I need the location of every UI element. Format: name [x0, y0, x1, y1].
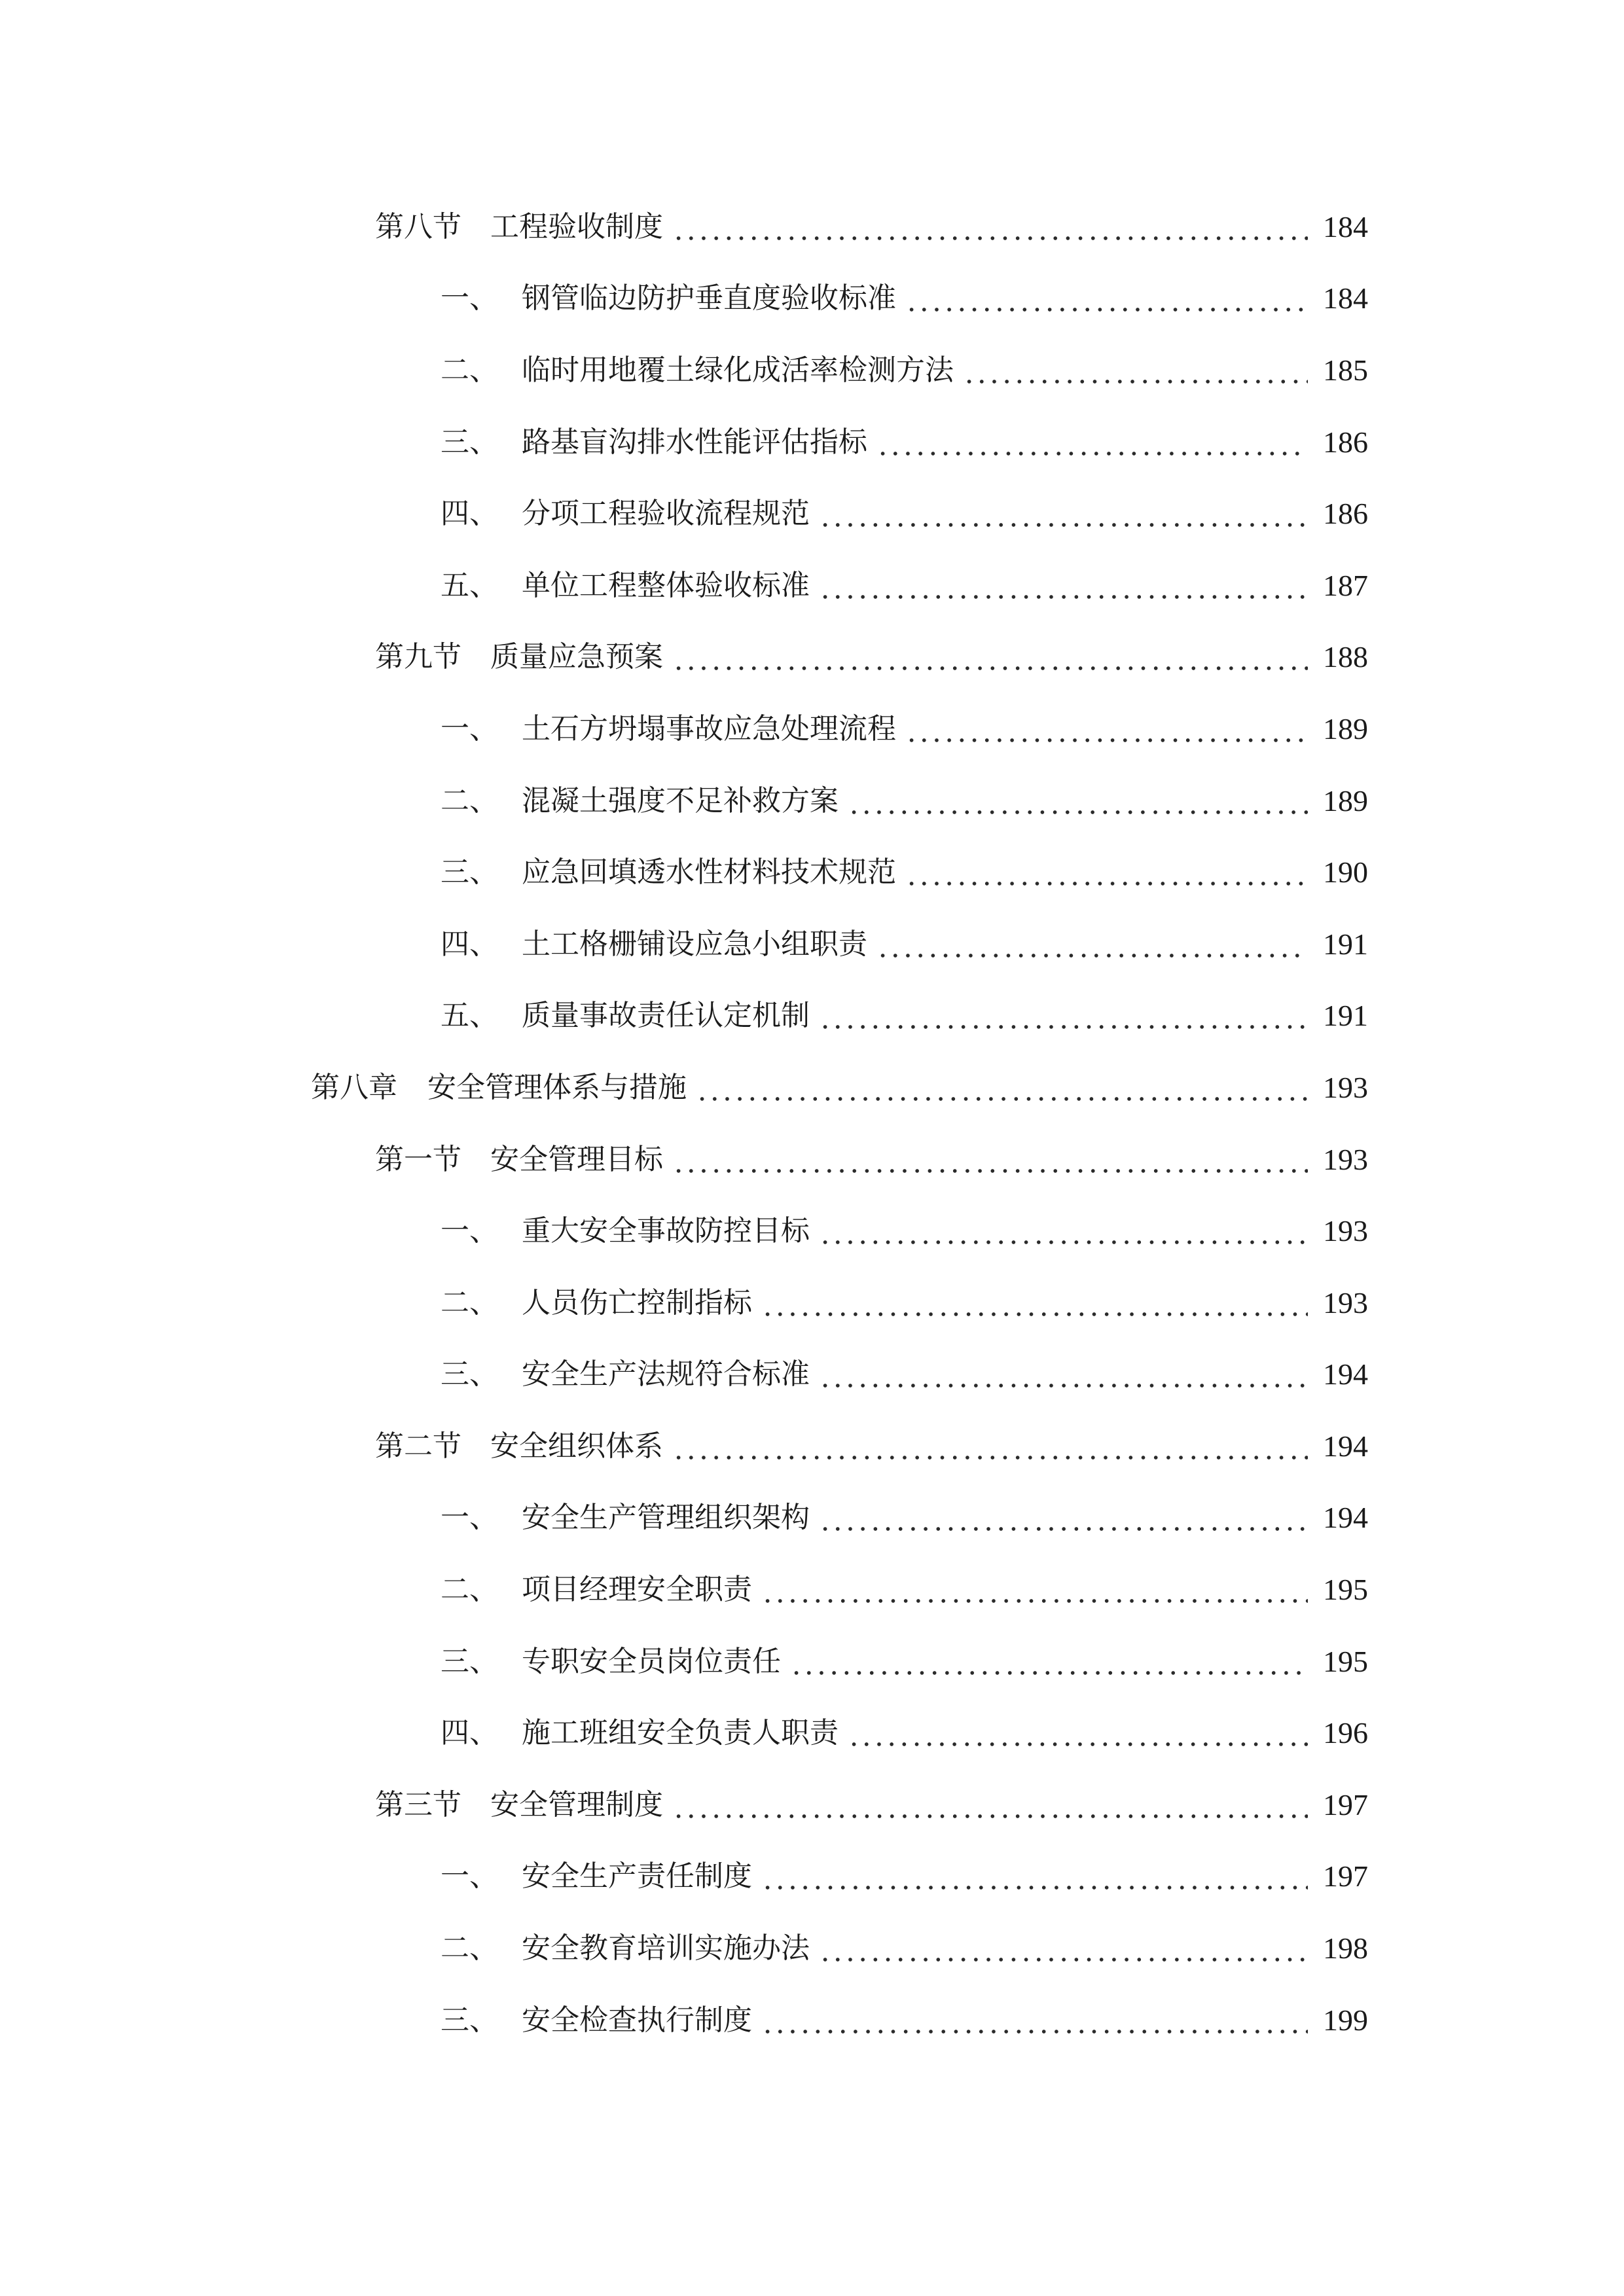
toc-entry-title: 安全管理体系与措施: [427, 1070, 687, 1104]
dot-leader: [761, 1289, 1308, 1318]
toc-entry-number: 第一节: [375, 1142, 461, 1176]
toc-entry-title: 土石方坍塌事故应急处理流程: [522, 711, 896, 745]
toc-page-number: 185: [1323, 353, 1368, 387]
toc-page-number: 196: [1323, 1716, 1368, 1750]
toc-entry-title: 分项工程验收流程规范: [522, 497, 810, 531]
toc-entry-label: [441, 281, 896, 315]
toc-entry-title: 路基盲沟排水性能评估指标: [522, 425, 867, 459]
toc-entry-number: 二、: [441, 353, 498, 387]
toc-entry-title: 安全生产法规符合标准: [522, 1357, 810, 1391]
toc-entry-number: 一、: [441, 281, 498, 315]
toc-entry-title: 质量事故责任认定机制: [522, 999, 810, 1033]
toc-page-number: 186: [1323, 497, 1368, 531]
toc-entry-label: [441, 425, 867, 459]
dot-leader: [761, 1575, 1308, 1604]
toc-page-number: 184: [1323, 209, 1368, 243]
dot-leader: [672, 1145, 1308, 1174]
toc-entry[interactable]: [0, 1554, 1624, 1626]
toc-entry-label: [441, 1859, 752, 1893]
toc-entry[interactable]: [0, 1124, 1624, 1196]
toc-page-number: 193: [1323, 1142, 1368, 1176]
toc-entry-title: 临时用地覆土绿化成活率检测方法: [522, 353, 954, 387]
toc-entry[interactable]: [0, 1841, 1624, 1913]
toc-page-number: 199: [1323, 2003, 1368, 2037]
toc-entry-label: [441, 1573, 752, 1607]
toc-entry-number: 第八节: [375, 209, 461, 243]
toc-entry-title: 应急回填透水性材料技术规范: [522, 855, 896, 889]
toc-page-number: 195: [1323, 1573, 1368, 1607]
toc-entry[interactable]: [0, 765, 1624, 837]
toc-page-number: 194: [1323, 1357, 1368, 1391]
toc-entry-title: 专职安全员岗位责任: [522, 1644, 781, 1678]
toc-entry-title: 安全生产管理组织架构: [522, 1501, 810, 1535]
toc-entry-label: [375, 1787, 663, 1821]
toc-entry[interactable]: [0, 191, 1624, 263]
toc-entry-number: 二、: [441, 1285, 498, 1319]
toc-entry[interactable]: [0, 550, 1624, 622]
toc-entry[interactable]: [0, 1912, 1624, 1984]
toc-entry[interactable]: [0, 622, 1624, 694]
toc-entry-label: [441, 783, 839, 817]
toc-entry-title: 安全管理制度: [490, 1787, 663, 1821]
toc-page-number: 198: [1323, 1931, 1368, 1965]
dot-leader: [819, 1934, 1308, 1963]
toc-entry-label: [375, 1142, 663, 1176]
toc-entry-title: 重大安全事故防控目标: [522, 1214, 810, 1248]
toc-entry[interactable]: [0, 1697, 1624, 1769]
toc-entry-number: 第九节: [375, 640, 461, 674]
toc-entry-number: 一、: [441, 1501, 498, 1535]
toc-entry-number: 三、: [441, 2003, 498, 2037]
toc-page-number: 184: [1323, 281, 1368, 315]
toc-page-number: 193: [1323, 1070, 1368, 1104]
dot-leader: [672, 1791, 1308, 1820]
toc-entry[interactable]: [0, 1482, 1624, 1554]
toc-entry-title: 安全组织体系: [490, 1429, 663, 1463]
toc-entry[interactable]: [0, 478, 1624, 550]
toc-entry[interactable]: [0, 406, 1624, 478]
toc-entry-label: [441, 1716, 839, 1750]
toc-entry-title: 人员伤亡控制指标: [522, 1285, 752, 1319]
toc-entry-number: 第三节: [375, 1787, 461, 1821]
dot-leader: [819, 1503, 1308, 1532]
toc-entry-title: 工程验收制度: [490, 209, 663, 243]
toc-entry-label: [441, 1214, 810, 1248]
toc-page-number: 195: [1323, 1644, 1368, 1678]
table-of-contents: [0, 191, 1624, 2056]
toc-entry[interactable]: [0, 1195, 1624, 1267]
toc-entry-label: [441, 1285, 752, 1319]
dot-leader: [905, 715, 1308, 744]
toc-entry-number: 第八章: [311, 1070, 397, 1104]
dot-leader: [848, 787, 1308, 816]
dot-leader: [761, 1862, 1308, 1891]
dot-leader: [696, 1073, 1308, 1102]
toc-entry-title: 安全教育培训实施办法: [522, 1931, 810, 1965]
toc-page-number: 191: [1323, 927, 1368, 961]
toc-entry-number: 三、: [441, 1357, 498, 1391]
toc-entry-label: [375, 1429, 663, 1463]
toc-entry-number: 三、: [441, 1644, 498, 1678]
toc-entry-label: [375, 640, 663, 674]
toc-page-number: 186: [1323, 425, 1368, 459]
toc-entry-label: [441, 1501, 810, 1535]
toc-entry-label: [441, 711, 896, 745]
toc-entry-label: [441, 1931, 810, 1965]
toc-page-number: 194: [1323, 1501, 1368, 1535]
toc-entry-label: [441, 568, 810, 602]
toc-entry[interactable]: [0, 1984, 1624, 2056]
dot-leader: [672, 1432, 1308, 1461]
toc-entry-number: 一、: [441, 1214, 498, 1248]
toc-entry-title: 安全检查执行制度: [522, 2003, 752, 2037]
toc-entry-title: 项目经理安全职责: [522, 1573, 752, 1607]
toc-entry[interactable]: [0, 263, 1624, 335]
toc-entry-title: 安全管理目标: [490, 1142, 663, 1176]
toc-entry-number: 二、: [441, 783, 498, 817]
toc-entry-title: 施工班组安全负责人职责: [522, 1716, 839, 1750]
toc-entry-number: 一、: [441, 711, 498, 745]
toc-entry[interactable]: [0, 908, 1624, 980]
toc-entry-title: 钢管临边防护垂直度验收标准: [522, 281, 896, 315]
toc-entry-number: 第二节: [375, 1429, 461, 1463]
toc-entry[interactable]: [0, 1410, 1624, 1482]
toc-entry[interactable]: [0, 1769, 1624, 1841]
toc-entry-number: 四、: [441, 497, 498, 531]
toc-entry-label: [441, 1357, 810, 1391]
toc-entry[interactable]: [0, 1052, 1624, 1124]
toc-entry-number: 五、: [441, 568, 498, 602]
toc-entry-title: 安全生产责任制度: [522, 1859, 752, 1893]
toc-entry[interactable]: [0, 980, 1624, 1052]
toc-entry-label: [441, 497, 810, 531]
toc-entry[interactable]: [0, 836, 1624, 908]
dot-leader: [819, 1001, 1308, 1030]
dot-leader: [672, 213, 1308, 242]
toc-entry-label: [311, 1070, 687, 1104]
toc-entry-title: 混凝土强度不足补救方案: [522, 783, 839, 817]
toc-entry-label: [441, 927, 867, 961]
toc-entry-number: 二、: [441, 1931, 498, 1965]
toc-entry-label: [441, 1644, 781, 1678]
dot-leader: [905, 284, 1308, 313]
toc-entry[interactable]: [0, 693, 1624, 765]
toc-entry-label: [441, 353, 954, 387]
dot-leader: [905, 858, 1308, 887]
toc-entry-number: 五、: [441, 999, 498, 1033]
dot-leader: [963, 356, 1308, 385]
dot-leader: [876, 428, 1308, 457]
dot-leader: [876, 930, 1308, 959]
toc-page-number: 191: [1323, 999, 1368, 1033]
toc-page-number: 189: [1323, 711, 1368, 745]
toc-entry-number: 四、: [441, 1716, 498, 1750]
dot-leader: [819, 1217, 1308, 1246]
toc-entry-number: 三、: [441, 425, 498, 459]
toc-entry[interactable]: [0, 1626, 1624, 1698]
toc-entry-label: [441, 2003, 752, 2037]
dot-leader: [819, 499, 1308, 528]
toc-page-number: 188: [1323, 640, 1368, 674]
toc-page-number: 193: [1323, 1214, 1368, 1248]
toc-entry-number: 三、: [441, 855, 498, 889]
toc-entry[interactable]: [0, 1339, 1624, 1411]
dot-leader: [672, 643, 1308, 672]
toc-page-number: 190: [1323, 855, 1368, 889]
toc-entry-label: [441, 999, 810, 1033]
toc-entry-title: 土工格栅铺设应急小组职责: [522, 927, 867, 961]
toc-entry-number: 一、: [441, 1859, 498, 1893]
toc-entry-number: 四、: [441, 927, 498, 961]
toc-entry-label: [441, 855, 896, 889]
dot-leader: [790, 1647, 1308, 1676]
toc-entry-label: [375, 209, 663, 243]
toc-page-number: 194: [1323, 1429, 1368, 1463]
toc-page-number: 197: [1323, 1859, 1368, 1893]
dot-leader: [819, 1360, 1308, 1389]
dot-leader: [848, 1719, 1308, 1748]
dot-leader: [819, 571, 1308, 600]
dot-leader: [761, 2006, 1308, 2035]
toc-page-number: 197: [1323, 1787, 1368, 1821]
toc-page-number: 193: [1323, 1285, 1368, 1319]
toc-entry-title: 质量应急预案: [490, 640, 663, 674]
toc-entry-number: 二、: [441, 1573, 498, 1607]
toc-entry-title: 单位工程整体验收标准: [522, 568, 810, 602]
toc-entry[interactable]: [0, 1267, 1624, 1339]
toc-page-number: 189: [1323, 783, 1368, 817]
toc-page-number: 187: [1323, 568, 1368, 602]
toc-entry[interactable]: [0, 334, 1624, 406]
